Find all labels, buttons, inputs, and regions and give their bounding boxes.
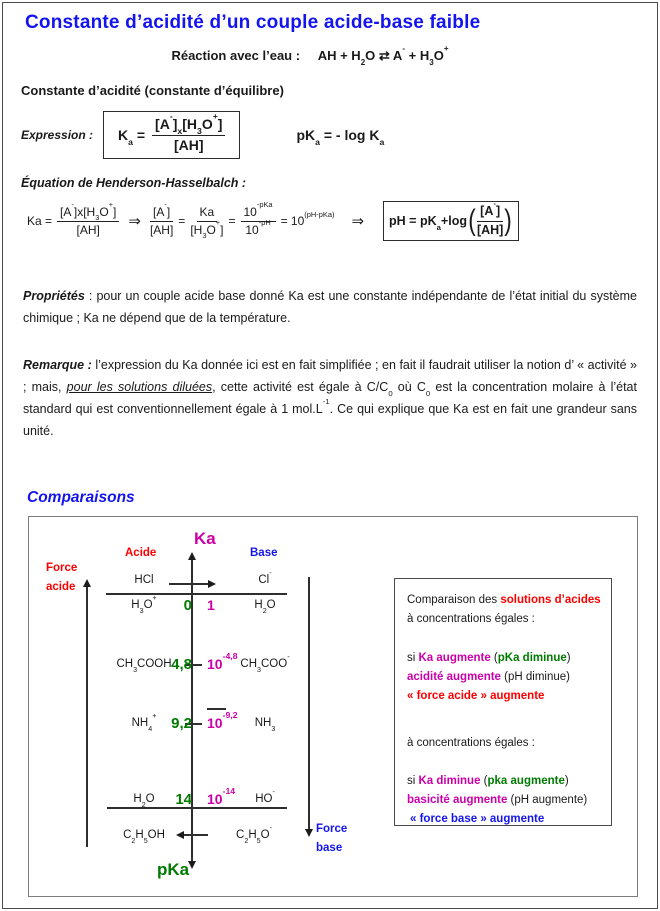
properties-paragraph bbox=[23, 285, 637, 329]
open-paren: ( bbox=[468, 204, 476, 238]
eq2-fraction: $\frac{[A^-]}{[AH]}$ bbox=[149, 200, 174, 237]
result-fraction: $\frac{[A^-]}{[AH]}$ bbox=[476, 199, 504, 237]
ka-formula-box bbox=[103, 111, 240, 159]
reaction-line bbox=[3, 44, 657, 68]
info-line: à concentrations égales : bbox=[407, 613, 535, 625]
base-species: $NH_3$ bbox=[254, 717, 276, 733]
pka-value: 0 bbox=[183, 597, 192, 614]
pka-definition: $pK_a$ = - $\log K_a$ bbox=[296, 127, 385, 148]
acid-column-header: Acide bbox=[125, 547, 157, 559]
remark-lead: Remarque : bbox=[23, 358, 92, 372]
base-species: $H_2O$ bbox=[254, 599, 276, 615]
pka-value: 9,2 bbox=[171, 715, 192, 732]
acid-species: $NH_4^+$ bbox=[131, 711, 157, 733]
henderson-derivation bbox=[27, 197, 657, 245]
force-acide-label: Force acide bbox=[46, 562, 78, 593]
ka-fraction: $\frac{[A^-]_x[H_3O^+]}{[AH]}$ bbox=[152, 116, 225, 154]
info-line: si Ka augmente (pKa diminue) bbox=[407, 652, 571, 664]
acid-species: $H_2O$ bbox=[133, 793, 155, 809]
ka-pka-scale-figure bbox=[28, 516, 638, 897]
expression-label: Expression : bbox=[21, 128, 94, 142]
remark-seg1: l’expression du Ka donnée ici est en fait simplifiée ; en fait il faudrait utiliser la notion d’ « activité » ; mais, bbox=[23, 358, 637, 394]
ka-value: $10^{-9,2}$ bbox=[207, 710, 238, 731]
eq3-fraction: $\frac{Ka}{[H_3O^+]}$ bbox=[190, 204, 224, 241]
acid-species: $H_3O^+$ bbox=[131, 593, 157, 615]
eq4-fraction: $\frac{10^{-pKa}}{10^{-pH}}$ bbox=[241, 205, 276, 238]
info-line: à concentrations égales : bbox=[407, 737, 535, 749]
info-line: acidité augmente (pH diminue) bbox=[407, 671, 570, 683]
close-paren: ) bbox=[504, 204, 513, 238]
comparison-info-box bbox=[394, 578, 612, 826]
pka-value: 14 bbox=[175, 791, 192, 808]
base-column-header: Base bbox=[250, 547, 278, 559]
eq5-term: = $10^{(pH-pKa)}$ bbox=[280, 209, 335, 228]
properties-lead: Propriétés bbox=[23, 289, 85, 303]
force-base-label: Force base bbox=[316, 823, 348, 854]
remark-paragraph bbox=[23, 354, 637, 442]
equals-sign: = bbox=[178, 214, 186, 228]
equals-sign: = bbox=[228, 214, 236, 228]
ph-result-box bbox=[383, 201, 519, 241]
remark-seg2: , cette activité est égale à $C/C_0$ où $C_0$ est la concentration molaire à l’état standard qui est conventionnellement égale à 1 $mol.L^{-1}$. Ce qui explique que Ka est en fait une grandeur sans unité. bbox=[23, 380, 638, 438]
comparisons-heading: Comparaisons bbox=[27, 489, 135, 506]
reaction-formula: AH + $H_2O$ ⇄ $A^- + H_3O^+$ bbox=[317, 44, 449, 68]
document-page bbox=[2, 2, 658, 909]
info-line: si Ka diminue (pka augmente) bbox=[407, 775, 569, 787]
henderson-heading: Équation de Henderson-Hasselbalch : bbox=[21, 176, 247, 190]
eq1-fraction: $\frac{[A^-]x[H_3O^+]}{[AH]}$ bbox=[57, 205, 119, 238]
info-line: « force base » augmente bbox=[410, 813, 545, 825]
properties-text: : pour un couple acide base donné Ka est une constante indépendante de l’état initial du système chimique ; Ka ne dépend que de la température. bbox=[23, 289, 637, 325]
acidity-heading: Constante d’acidité (constante d’équilibre) bbox=[21, 83, 284, 98]
implies-arrow: ⇒ bbox=[351, 213, 365, 230]
result-prefix: pH = $pK_a+\log$ bbox=[389, 214, 467, 232]
expression-row bbox=[21, 109, 657, 161]
ka-value: $10^{-4,8}$ bbox=[207, 651, 238, 672]
ka-axis-label: Ka bbox=[194, 529, 216, 548]
ka-axis-arrowhead-up-icon bbox=[188, 552, 196, 560]
acid-species: $CH_3COOH$ bbox=[116, 658, 172, 674]
implies-arrow: ⇒ bbox=[128, 213, 141, 230]
eq1-lhs: Ka = bbox=[27, 214, 53, 228]
remark-underlined: pour les solutions diluées bbox=[66, 380, 213, 394]
base-species: Cl- bbox=[258, 568, 272, 586]
info-line: « force acide » augmente bbox=[407, 690, 545, 702]
acid-species: $C_2H_5OH$ bbox=[123, 829, 165, 845]
base-species: $C_2H_5O^-$ bbox=[236, 823, 272, 845]
reaction-label: Réaction avec l’eau : bbox=[171, 48, 301, 63]
base-species: HO- bbox=[255, 787, 275, 805]
base-species: $CH_3COO^-$ bbox=[240, 652, 290, 674]
pka-value: 4,8 bbox=[171, 656, 192, 673]
page-title: Constante d’acidité d’un couple acide-base faible bbox=[25, 12, 481, 33]
pka-axis-label: pKa bbox=[157, 860, 190, 879]
ka-lhs: $K_a$ = bbox=[118, 127, 146, 148]
info-line: basicité augmente (pH augmente) bbox=[407, 794, 588, 806]
ka-value: 1 bbox=[207, 597, 215, 613]
acid-species: HCl bbox=[134, 574, 154, 586]
ka-value: $10^{-14}$ bbox=[207, 786, 236, 807]
info-line: Comparaison des solutions d’acides bbox=[407, 594, 601, 606]
pka-axis-arrowhead-down-icon bbox=[188, 861, 196, 869]
couple-row bbox=[29, 823, 637, 849]
